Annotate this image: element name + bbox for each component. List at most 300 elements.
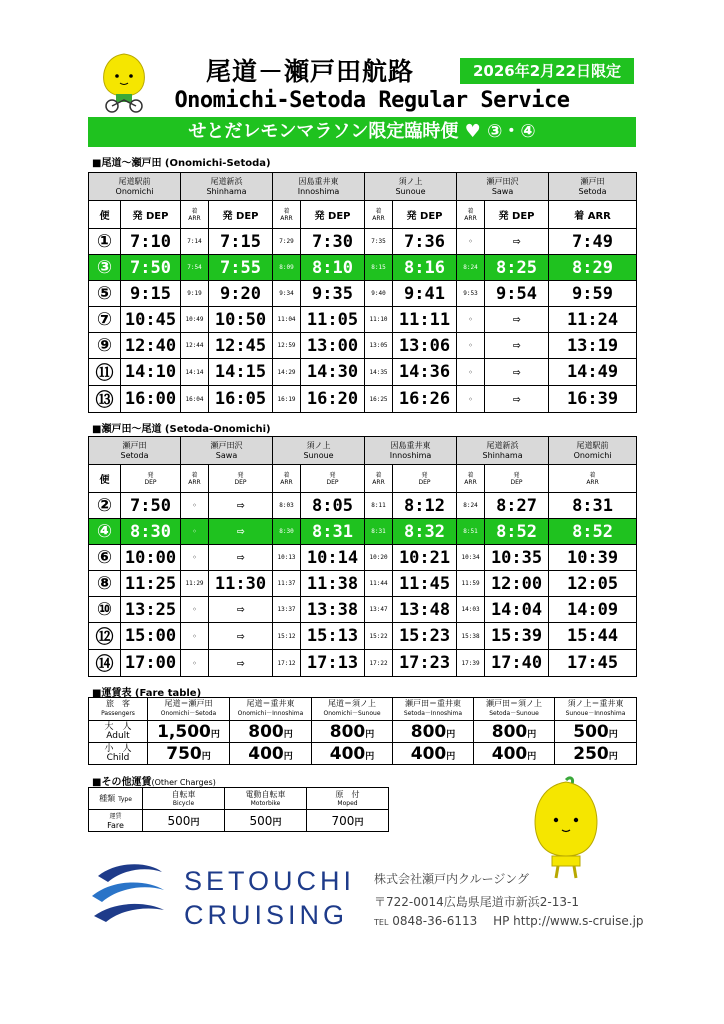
arr-time-small: 11:10 — [365, 307, 393, 333]
stop-name-en: Setoda — [578, 186, 607, 196]
tel-label: TEL — [374, 918, 389, 927]
fare-amount: 800 — [248, 721, 284, 742]
adult-label-jp: 大 人 — [104, 721, 132, 732]
dep-time: 9:20 — [209, 281, 273, 307]
arr-jp: 着 — [191, 207, 198, 215]
fare-amount: 500 — [573, 721, 609, 742]
arr-time-small: 8:11 — [365, 493, 393, 519]
pass-arrow-icon: ⇨ — [209, 519, 273, 545]
dep-time: 14:30 — [301, 359, 365, 386]
pass-arrow-icon: ⇨ — [485, 307, 549, 333]
yen-unit: 円 — [527, 729, 537, 740]
stop-name-en: Sawa — [491, 186, 514, 196]
dep-time: 13:48 — [393, 597, 457, 623]
arr-time-small: 14:29 — [273, 359, 301, 386]
col-dep-label — [485, 465, 549, 493]
dep-time: 9:15 — [121, 281, 181, 307]
arr-jp: 着 — [375, 207, 382, 215]
arr-time: 14:49 — [549, 359, 637, 386]
stop-header — [273, 173, 365, 201]
yen-unit: 円 — [283, 751, 293, 762]
route-jp: 尾道＝須ノ上 — [328, 699, 376, 708]
arr-time-small: 11:44 — [365, 571, 393, 597]
item-jp: 電動自転車 — [245, 789, 286, 799]
dep-time: 12:40 — [121, 333, 181, 359]
timetable-row — [89, 307, 637, 333]
timetable-row — [89, 571, 637, 597]
arr-jp: 着 — [375, 471, 382, 479]
col-arr-label — [365, 465, 393, 493]
arr-en: ARR — [280, 214, 293, 222]
other-item-header — [307, 788, 389, 810]
stop-header — [89, 173, 181, 201]
other-section-label-jp: ■その他運賃 — [92, 777, 152, 788]
arr-time-small: 9:34 — [273, 281, 301, 307]
other-item-header — [225, 788, 307, 810]
dep-jp: 発 — [147, 471, 154, 479]
yen-unit: 円 — [365, 751, 375, 762]
dep-time: 10:35 — [485, 545, 549, 571]
arr-time-small: 7:35 — [365, 229, 393, 255]
arr-time: 10:39 — [549, 545, 637, 571]
adult-fare-cell — [555, 721, 637, 743]
route-jp: 瀬戸田＝須ノ上 — [486, 699, 542, 708]
child-fare-cell — [312, 743, 393, 765]
col-dep-label: 発 DEP — [209, 201, 273, 229]
arr-time: 12:05 — [549, 571, 637, 597]
inbound-timetable — [88, 436, 637, 677]
yen-unit: 円 — [210, 729, 220, 740]
dep-time: 8:31 — [301, 519, 365, 545]
arr-jp: 着 — [283, 471, 290, 479]
other-type-jp: 種類 — [99, 793, 116, 803]
arr-en: ARR — [372, 214, 385, 222]
arr-time-small: 17:39 — [457, 650, 485, 677]
no-stop-mark: ◦ — [181, 519, 209, 545]
dep-time: 14:10 — [121, 359, 181, 386]
arr-en: ARR — [280, 478, 293, 486]
col-dep-label: 発 DEP — [301, 201, 365, 229]
dep-jp: 発 — [237, 471, 244, 479]
date-badge: 2026年2月22日限定 — [460, 58, 634, 84]
timetable-row-special — [89, 519, 637, 545]
brand-line-2: CRUISING — [184, 900, 349, 930]
dep-time: 15:13 — [301, 623, 365, 650]
pass-arrow-icon: ⇨ — [485, 359, 549, 386]
dep-time: 7:10 — [121, 229, 181, 255]
no-stop-mark: ◦ — [181, 597, 209, 623]
arr-time: 11:24 — [549, 307, 637, 333]
timetable-row — [89, 333, 637, 359]
col-arr-label — [549, 465, 637, 493]
adult-fare-cell — [393, 721, 474, 743]
dep-time: 17:13 — [301, 650, 365, 677]
arr-time-small: 13:05 — [365, 333, 393, 359]
pass-arrow-icon: ⇨ — [209, 545, 273, 571]
no-stop-mark: ◦ — [457, 229, 485, 255]
other-amount: 500 — [249, 813, 273, 828]
dep-en: DEP — [418, 478, 431, 486]
dep-time: 8:10 — [301, 255, 365, 281]
arr-en: ARR — [464, 478, 477, 486]
dep-time: 16:20 — [301, 386, 365, 413]
fare-table — [88, 697, 637, 765]
stop-name-jp: 因島重井東 — [390, 440, 431, 450]
lemon-mascot-cyclist — [98, 52, 150, 114]
arr-time: 8:52 — [549, 519, 637, 545]
dep-time: 11:45 — [393, 571, 457, 597]
col-dep-label — [121, 465, 181, 493]
child-label — [89, 743, 148, 765]
arr-time: 16:39 — [549, 386, 637, 413]
arr-time-small: 7:54 — [181, 255, 209, 281]
arr-time-small: 8:31 — [365, 519, 393, 545]
arr-time-small: 10:13 — [273, 545, 301, 571]
child-fare-cell — [393, 743, 474, 765]
company-address: 〒722-0014広島県尾道市新浜2-13-1 — [374, 895, 579, 909]
arr-time-small: 13:37 — [273, 597, 301, 623]
no-stop-mark: ◦ — [181, 623, 209, 650]
child-fare-cell — [474, 743, 555, 765]
other-charges-table — [88, 787, 389, 832]
stop-name-jp: 瀬戸田沢 — [486, 176, 519, 186]
arr-jp: 着 — [589, 471, 596, 479]
homepage-link[interactable]: HP http://www.s-cruise.jp — [493, 914, 644, 928]
pass-arrow-icon: ⇨ — [485, 333, 549, 359]
col-bin-label: 便 — [89, 201, 121, 229]
stop-name-jp: 尾道駅前 — [118, 176, 151, 186]
fare-amount: 400 — [491, 743, 528, 764]
service-number: ⑥ — [89, 545, 121, 571]
arr-time-small: 11:29 — [181, 571, 209, 597]
stop-name-en: Onomichi — [573, 450, 612, 460]
pass-arrow-icon: ⇨ — [485, 229, 549, 255]
col-dep-label: 発 DEP — [485, 201, 549, 229]
dep-en: DEP — [144, 478, 157, 486]
arr-time-small: 16:04 — [181, 386, 209, 413]
arr-jp: 着 — [191, 471, 198, 479]
arr-time-small: 8:51 — [457, 519, 485, 545]
tel-number: 0848-36-6113 — [392, 914, 478, 928]
yen-unit: 円 — [446, 751, 456, 762]
arr-time-small: 17:12 — [273, 650, 301, 677]
stop-name-en: Onomichi — [115, 186, 154, 196]
arr-time-small: 8:15 — [365, 255, 393, 281]
timetable-row — [89, 623, 637, 650]
route-en: Onomichi－Sunoue — [323, 710, 381, 717]
yen-unit: 円 — [190, 817, 200, 828]
arr-time-small: 12:59 — [273, 333, 301, 359]
route-en: Sunoue－Innoshima — [565, 710, 626, 717]
dep-time: 16:00 — [121, 386, 181, 413]
dep-time: 13:25 — [121, 597, 181, 623]
arr-en: ARR — [464, 214, 477, 222]
yen-unit: 円 — [446, 729, 456, 740]
stop-header — [273, 437, 365, 465]
service-number: ⑭ — [89, 650, 121, 677]
arr-time: 9:59 — [549, 281, 637, 307]
fare-section-label: ■運賃表 (Fare table) — [92, 688, 202, 699]
item-en: Moped — [337, 799, 358, 807]
child-fare-cell — [230, 743, 312, 765]
arr-en: ARR — [188, 478, 201, 486]
arr-time: 7:49 — [549, 229, 637, 255]
pass-arrow-icon: ⇨ — [209, 650, 273, 677]
dep-time: 11:25 — [121, 571, 181, 597]
arr-time: 8:31 — [549, 493, 637, 519]
timetable-row — [89, 229, 637, 255]
stop-name-en: Innoshima — [389, 450, 432, 460]
service-number: ⑧ — [89, 571, 121, 597]
col-dep-label — [301, 465, 365, 493]
adult-fare-cell — [312, 721, 393, 743]
dep-time: 12:00 — [485, 571, 549, 597]
adult-label-en: Adult — [106, 730, 130, 741]
dep-time: 10:21 — [393, 545, 457, 571]
dep-time: 11:38 — [301, 571, 365, 597]
yen-unit: 円 — [608, 729, 618, 740]
no-stop-mark: ◦ — [457, 359, 485, 386]
arr-time-small: 11:59 — [457, 571, 485, 597]
stop-name-en: Sunoue — [395, 186, 426, 196]
dep-time: 15:39 — [485, 623, 549, 650]
col-dep-label: 発 DEP — [393, 201, 457, 229]
arr-time: 14:09 — [549, 597, 637, 623]
service-number: ⑪ — [89, 359, 121, 386]
col-dep-label — [209, 465, 273, 493]
pass-arrow-icon: ⇨ — [209, 597, 273, 623]
no-stop-mark: ◦ — [181, 493, 209, 519]
dep-time: 17:00 — [121, 650, 181, 677]
stop-name-jp: 須ノ上 — [306, 440, 331, 450]
yen-unit: 円 — [272, 817, 282, 828]
route-en: Onomichi－Setoda — [160, 710, 217, 717]
col-arr-label — [365, 201, 393, 229]
stop-name-en: Shinhama — [206, 186, 247, 196]
dep-jp: 発 — [329, 471, 336, 479]
arr-time-small: 14:14 — [181, 359, 209, 386]
arr-time-small: 15:12 — [273, 623, 301, 650]
arr-time-small: 8:24 — [457, 493, 485, 519]
inbound-section-label: ■瀬戸田～尾道 (Setoda-Onomichi) — [92, 424, 271, 435]
col-arr-label — [273, 465, 301, 493]
service-number: ③ — [89, 255, 121, 281]
col-arr-label — [181, 201, 209, 229]
arr-en: ARR — [188, 214, 201, 222]
stop-header — [181, 173, 273, 201]
arr-time-small: 7:14 — [181, 229, 209, 255]
arr-time-small: 10:34 — [457, 545, 485, 571]
service-number: ④ — [89, 519, 121, 545]
timetable-row — [89, 493, 637, 519]
dep-time: 12:45 — [209, 333, 273, 359]
stop-header — [549, 173, 637, 201]
arr-time-small: 9:40 — [365, 281, 393, 307]
company-contact — [374, 914, 644, 928]
fare-route-header — [312, 698, 393, 721]
item-en: Bicycle — [172, 799, 195, 807]
item-jp: 原 付 — [335, 789, 360, 799]
fare-route-header — [230, 698, 312, 721]
stop-name-jp: 尾道新浜 — [210, 176, 243, 186]
col-arr-label — [181, 465, 209, 493]
col-arr-label — [457, 465, 485, 493]
dep-time: 8:05 — [301, 493, 365, 519]
timetable-row-special — [89, 255, 637, 281]
arr-time-small: 8:30 — [273, 519, 301, 545]
dep-time: 14:04 — [485, 597, 549, 623]
dep-time: 8:32 — [393, 519, 457, 545]
dep-time: 7:55 — [209, 255, 273, 281]
service-number: ⑩ — [89, 597, 121, 623]
dep-time: 8:27 — [485, 493, 549, 519]
dep-en: DEP — [326, 478, 339, 486]
stop-name-jp: 尾道新浜 — [486, 440, 519, 450]
fare-amount: 400 — [329, 743, 366, 764]
child-fare-cell — [555, 743, 637, 765]
dep-time: 8:30 — [121, 519, 181, 545]
other-fare-en: Fare — [107, 821, 124, 830]
stop-name-en: Shinhama — [482, 450, 523, 460]
dep-time: 10:00 — [121, 545, 181, 571]
fare-route-header — [393, 698, 474, 721]
route-en: Setoda－Innoshima — [403, 710, 463, 717]
dep-time: 9:35 — [301, 281, 365, 307]
other-amount: 700 — [331, 813, 355, 828]
stop-name-jp: 瀬戸田 — [580, 176, 605, 186]
timetable-row — [89, 650, 637, 677]
dep-time: 9:41 — [393, 281, 457, 307]
no-stop-mark: ◦ — [181, 650, 209, 677]
outbound-section-label: ■尾道～瀬戸田 (Onomichi-Setoda) — [92, 158, 271, 169]
other-amount: 500 — [167, 813, 191, 828]
timetable-row — [89, 281, 637, 307]
stop-header — [181, 437, 273, 465]
timetable-row — [89, 597, 637, 623]
dep-time: 13:00 — [301, 333, 365, 359]
yen-unit: 円 — [354, 817, 364, 828]
arr-time: 15:44 — [549, 623, 637, 650]
fare-route-header — [555, 698, 637, 721]
arr-time-small: 16:25 — [365, 386, 393, 413]
no-stop-mark: ◦ — [457, 307, 485, 333]
arr-time-small: 9:19 — [181, 281, 209, 307]
stop-name-jp: 尾道駅前 — [576, 440, 609, 450]
stop-name-jp: 瀬戸田 — [122, 440, 147, 450]
arr-time-small: 12:44 — [181, 333, 209, 359]
stop-header — [549, 437, 637, 465]
other-fare-cell — [143, 810, 225, 832]
arr-jp: 着 — [467, 207, 474, 215]
setouchi-cruising-logo — [88, 858, 168, 933]
dep-time: 15:00 — [121, 623, 181, 650]
fare-amount: 250 — [573, 743, 609, 764]
stop-name-en: Setoda — [120, 450, 149, 460]
arr-time-small: 10:20 — [365, 545, 393, 571]
no-stop-mark: ◦ — [457, 386, 485, 413]
fare-amount: 750 — [166, 743, 202, 764]
brand-line-1: SETOUCHI — [184, 866, 356, 896]
service-number: ⑦ — [89, 307, 121, 333]
arr-time-small: 8:09 — [273, 255, 301, 281]
service-number: ⑤ — [89, 281, 121, 307]
pass-arrow-icon: ⇨ — [209, 493, 273, 519]
dep-time: 7:50 — [121, 493, 181, 519]
stop-name-en: Sunoue — [303, 450, 334, 460]
service-number: ② — [89, 493, 121, 519]
dep-time: 7:50 — [121, 255, 181, 281]
no-stop-mark: ◦ — [457, 333, 485, 359]
no-stop-mark: ◦ — [181, 545, 209, 571]
dep-time: 7:15 — [209, 229, 273, 255]
adult-fare-cell — [474, 721, 555, 743]
other-type-label — [89, 788, 143, 810]
fare-route-header — [148, 698, 230, 721]
dep-time: 10:45 — [121, 307, 181, 333]
stop-header — [89, 437, 181, 465]
timetable-row — [89, 359, 637, 386]
arr-time-small: 8:24 — [457, 255, 485, 281]
stop-name-en: Sawa — [215, 450, 238, 460]
arr-time: 8:29 — [549, 255, 637, 281]
service-number: ① — [89, 229, 121, 255]
dep-time: 11:30 — [209, 571, 273, 597]
fare-corner-en: Passengers — [101, 710, 135, 717]
item-en: Motorbike — [250, 799, 281, 807]
arr-time: 13:19 — [549, 333, 637, 359]
arr-time-small: 11:04 — [273, 307, 301, 333]
stop-header — [457, 437, 549, 465]
other-item-header — [143, 788, 225, 810]
other-fare-jp: 運賃 — [109, 813, 122, 820]
route-en: Setoda－Sunoue — [489, 710, 539, 717]
stop-name-jp: 因島重井東 — [298, 176, 339, 186]
page-title-jp: 尾道－瀬戸田航路 — [205, 57, 414, 86]
dep-time: 8:25 — [485, 255, 549, 281]
stop-header — [365, 173, 457, 201]
col-dep-label: 発 DEP — [121, 201, 181, 229]
dep-time: 7:30 — [301, 229, 365, 255]
fare-amount: 800 — [329, 721, 366, 742]
page-title-en: Onomichi-Setoda Regular Service — [174, 88, 570, 113]
arr-time-small: 15:22 — [365, 623, 393, 650]
yen-unit: 円 — [201, 751, 211, 762]
arr-time-small: 14:35 — [365, 359, 393, 386]
arr-time-small: 8:03 — [273, 493, 301, 519]
dep-jp: 発 — [513, 471, 520, 479]
dep-time: 13:38 — [301, 597, 365, 623]
adult-label — [89, 721, 148, 743]
arr-time-small: 10:49 — [181, 307, 209, 333]
col-arr-label: 着 ARR — [549, 201, 637, 229]
pass-arrow-icon: ⇨ — [485, 386, 549, 413]
arr-en: ARR — [586, 478, 599, 486]
dep-time: 13:06 — [393, 333, 457, 359]
company-name: 株式会社瀬戸内クルージング — [374, 872, 529, 886]
other-type-en: Type — [118, 795, 132, 803]
arr-en: ARR — [372, 478, 385, 486]
dep-time: 10:14 — [301, 545, 365, 571]
col-dep-label — [393, 465, 457, 493]
dep-time: 7:36 — [393, 229, 457, 255]
stop-header — [457, 173, 549, 201]
dep-time: 11:05 — [301, 307, 365, 333]
outbound-timetable — [88, 172, 637, 413]
other-fare-cell — [225, 810, 307, 832]
arr-time-small: 13:47 — [365, 597, 393, 623]
fare-corner-jp: 旅 客 — [106, 699, 130, 708]
service-number: ⑬ — [89, 386, 121, 413]
